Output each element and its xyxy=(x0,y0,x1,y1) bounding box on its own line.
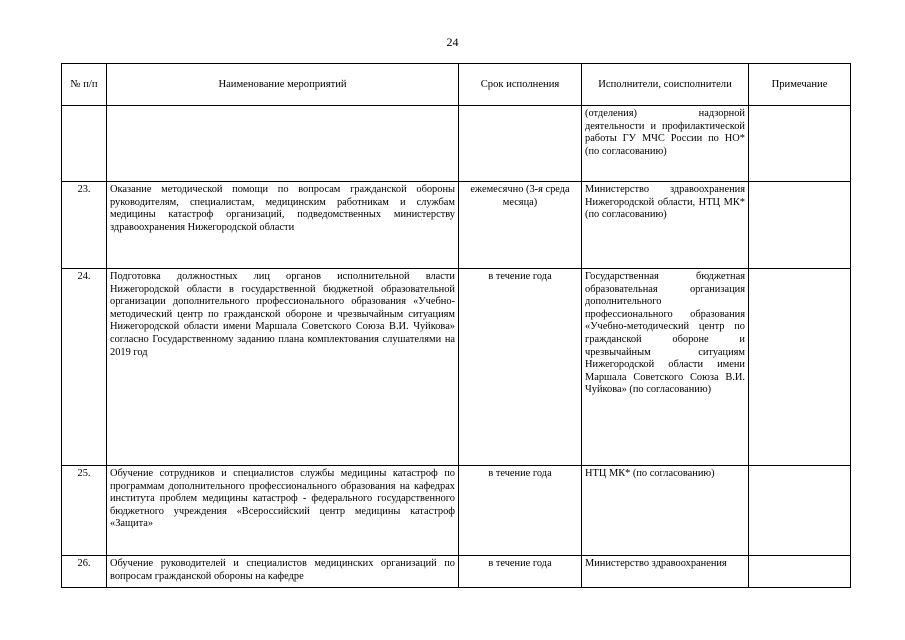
header-note: Примечание xyxy=(749,64,851,106)
row-note xyxy=(749,466,851,556)
row-term xyxy=(459,106,582,182)
row-name: Обучение руководителей и специалистов медицинских организаций по вопросам гражданской обороны на кафедре xyxy=(107,556,459,588)
row-note xyxy=(749,182,851,269)
header-term: Срок исполнения xyxy=(459,64,582,106)
row-executors: НТЦ МК* (по согласованию) xyxy=(582,466,749,556)
header-num: № п/п xyxy=(62,64,107,106)
row-note xyxy=(749,106,851,182)
table-row xyxy=(62,106,851,182)
table-header-row xyxy=(62,64,851,106)
page-number: 24 xyxy=(446,35,459,49)
table-row xyxy=(62,466,851,556)
row-num: 23. xyxy=(62,182,107,269)
row-term: ежемесячно (3-я среда месяца) xyxy=(459,182,582,269)
row-note xyxy=(749,556,851,588)
events-table xyxy=(61,63,851,588)
table-row xyxy=(62,182,851,269)
row-executors: (отделения) надзорной деятельности и профилактической работы ГУ МЧС России по НО* (по согласованию) xyxy=(582,106,749,182)
table-row xyxy=(62,556,851,588)
row-executors: Государственная бюджетная образовательная организация дополнительного профессионального образования «Учебно-методический центр по гражданской обороне и чрезвычайным ситуациям Нижегородской области имени Маршала Советского Союза В.И. Чуйкова» (по согласованию) xyxy=(582,269,749,466)
row-num: 25. xyxy=(62,466,107,556)
header-name: Наименование мероприятий xyxy=(107,64,459,106)
header-executors: Исполнители, соисполнители xyxy=(582,64,749,106)
row-term: в течение года xyxy=(459,556,582,588)
row-num xyxy=(62,106,107,182)
row-name: Обучение сотрудников и специалистов службы медицины катастроф по программам дополнительного профессионального образования на кафедрах института проблем медицины катастроф - федерального государственного бюджетного учреждения «Всероссийский центр медицины катастроф «Защита» xyxy=(107,466,459,556)
row-name: Оказание методической помощи по вопросам гражданской обороны руководителям, специалистам, медицинским работникам и службам медицины катастроф организаций, подведомственных министерству здравоохранения Нижегородской области xyxy=(107,182,459,269)
row-note xyxy=(749,269,851,466)
row-name: Подготовка должностных лиц органов исполнительной власти Нижегородской области в государственной бюджетной образовательной организации дополнительного профессионального образования «Учебно-методический центр по гражданской обороне и чрезвычайным ситуациям Нижегородской области имени Маршала Советского Союза В.И. Чуйкова» согласно Государственному заданию плана комплектования слушателями на 2019 год xyxy=(107,269,459,466)
row-term: в течение года xyxy=(459,269,582,466)
row-term: в течение года xyxy=(459,466,582,556)
table-row xyxy=(62,269,851,466)
row-num: 24. xyxy=(62,269,107,466)
row-executors: Министерство здравоохранения xyxy=(582,556,749,588)
row-name xyxy=(107,106,459,182)
row-num: 26. xyxy=(62,556,107,588)
row-executors: Министерство здравоохранения Нижегородской области, НТЦ МК* (по согласованию) xyxy=(582,182,749,269)
